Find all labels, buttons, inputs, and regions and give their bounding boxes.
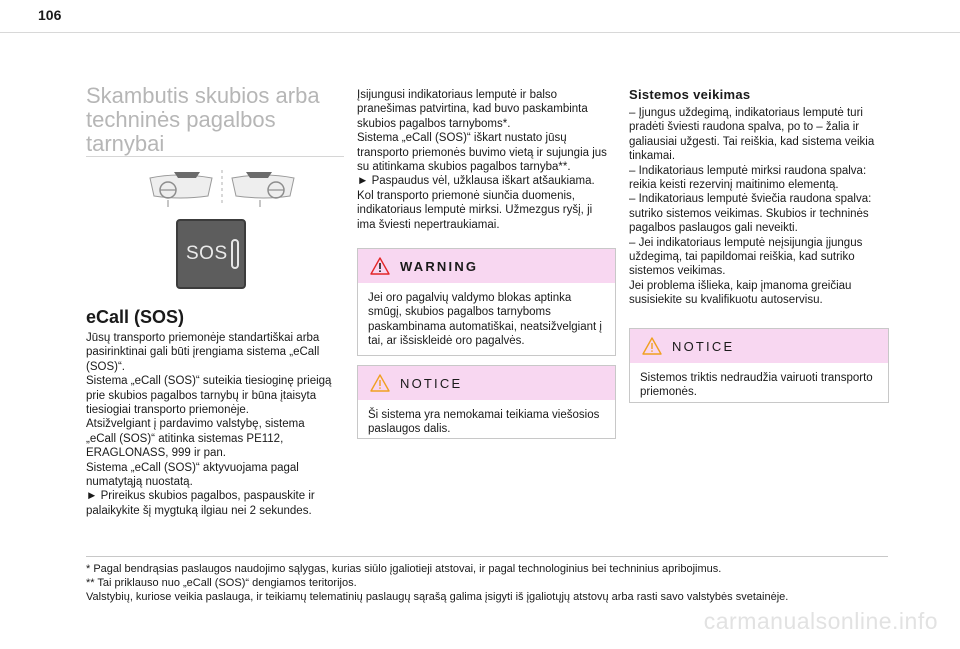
top-divider [0,32,960,33]
footnote-divider [86,556,888,557]
right-mirror-view [232,172,294,198]
system-operation-heading: Sistemos veikimas [629,87,751,102]
warning-header [358,249,615,283]
notice-text-2: Sistemos triktis nedraudžia vairuoti transporto priemonės. [640,372,873,399]
notice-header [358,366,615,400]
notice-callout-2 [629,328,889,403]
sos-label: SOS [186,243,228,264]
sos-button-icon [176,219,246,289]
notice-text: Ši sistema yra nemokamai teikiama viešosios paslaugos dalis. [368,409,600,436]
col2-body-text: Įsijungusi indikatoriaus lemputė ir balso pranešimas patvirtina, kad buvo paskambinta skubios pagalbos tarnyboms*. Sistema „eCall (SOS)“ iškart nustato jūsų transporto priemonės buvimo vietą ir sujungia jus su atitinkama skubios pagalbos tarnyba**. ► Paspaudus vėl, užklausa iškart atšaukiama. Kol transporto priemonė siunčia duomenis, indikatoriaus lemputė mirksi. Užmezgus ryšį, ji ima šviesti nepertraukiamai. [357,89,607,231]
sos-indicator-slot [231,239,239,269]
notice-triangle-icon [642,337,662,355]
warning-label: WARNING [400,258,479,274]
ecall-body-text: Jūsų transporto priemonėje standartiškai arba pasirinktinai gali būti įrengiama sistema „eCall (SOS)“. Sistema „eCall (SOS)“ suteikia tiesioginę prieigą prie skubios pagalbos tarnybų ir būna įtaisyta tiesiogiai transporto priemonėje. Atsižvelgiant į pardavimo valstybę, sistema „eCall (SOS)“ atitinka sistemas PE112, ERAGLONASS, 999 ir pan. Sistema „eCall (SOS)“ aktyvuojama pagal numatytąją nuostatą. ► Prireikus skubios pagalbos, paspauskite ir palaikykite šį mygtuką ilgiau nei 2 sekundes. [86,332,332,517]
watermark: carmanualsonline.info [703,608,938,634]
notice-label-2: NOTICE [672,338,735,354]
warning-callout [357,248,616,356]
page-number: 106 [38,7,62,23]
ecall-heading: eCall (SOS) [86,307,185,327]
warning-text: Jei oro pagalvių valdymo blokas aptinka smūgį, skubios pagalbos tarnyboms paskambinama automatiškai, neatsižvelgiant į tai, ar išsiskleidė oro pagalvės. [368,292,602,348]
footnotes: * Pagal bendrąsias paslaugos naudojimo sąlygas, kurias siūlo įgaliotieji atstovai, ir pagal technologinius bei techninius apribojimus. ** Tai priklauso nuo „eCall (SOS)“ dengiamos teritorijos. Valstybių, kuriose veikia paslauga, ir teikiamų telematinių paslaugų sąrašą galima įsigyti iš įgaliotųjų atstovų arba rasti savo valstybės svetainėje. [86,563,789,604]
notice-header-2 [630,329,888,363]
col3-body-text: – Įjungus uždegimą, indikatoriaus lemputė turi pradėti šviesti raudona spalva, po to – žalia ir galiausiai užgesti. Tai reiškia, kad sistema veikia tinkamai. – Indikatoriaus lemputė mirksi raudona spalva: reikia keisti rezervinį maitinimo elementą. – Indikatoriaus lemputė šviečia raudona spalva: sutriko sistemos veikimas. Skubios ir techninės pagalbos paslaugos gali neveikti. – Jei indikatoriaus lemputė neįsijungia įjungus uždegimą, tai papildomai reiškia, kad sutriko sistemos veikimas. Jei problema išlieka, kaip įmanoma greičiau susisiekite su kvalifikuotu autoservisu. [629,107,875,307]
left-mirror-view [150,172,212,198]
notice-label: NOTICE [400,375,463,391]
warning-triangle-icon [370,257,390,275]
title-divider [86,156,344,157]
notice-triangle-icon [370,374,390,392]
section-title: Skambutis skubios arba techninės pagalbos tarnybai [86,83,320,156]
notice-callout [357,365,616,439]
dashboard-illustration [148,166,296,208]
